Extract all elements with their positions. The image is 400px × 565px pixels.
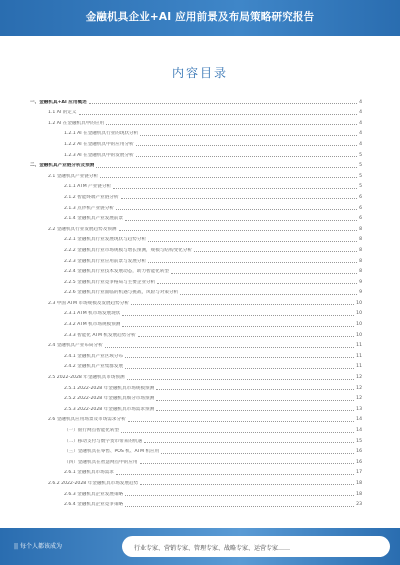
toc-leader-dots xyxy=(180,294,357,295)
toc-entry-page: 10 xyxy=(356,311,362,317)
toc-entry[interactable] xyxy=(30,286,362,297)
toc-entry[interactable] xyxy=(30,339,362,350)
toc-entry-page: 12 xyxy=(356,375,362,381)
toc-entry-page: 10 xyxy=(356,332,362,338)
toc-entry-title: 2.5.3 2022-2028 年金融机具市场需求预测 xyxy=(64,406,155,412)
toc-entry-page: 18 xyxy=(356,480,362,486)
toc-entry-title: 2.4 金融机具产业布局分析 xyxy=(48,343,103,349)
toc-leader-dots xyxy=(156,389,354,390)
toc-entry[interactable] xyxy=(30,392,362,403)
toc-leader-dots xyxy=(116,209,357,210)
toc-leader-dots xyxy=(138,336,355,337)
toc-leader-dots xyxy=(156,410,354,411)
toc-entry-page: 8 xyxy=(359,226,362,232)
toc-leader-dots xyxy=(125,506,354,507)
toc-leader-dots xyxy=(125,220,357,221)
toc-entry-page: 16 xyxy=(356,459,362,465)
toc-entry-title: 2.2.6 金融机具行业面临的机遇与挑战，风险与对策分析 xyxy=(64,290,179,296)
toc-leader-dots xyxy=(121,432,354,433)
toc-entry-page: 6 xyxy=(359,216,362,222)
toc-entry-page: 11 xyxy=(356,364,362,370)
toc-entry-title: 2.3.2 ATM 机市场规模预测 xyxy=(64,322,121,328)
toc-entry[interactable] xyxy=(30,360,362,371)
toc-entry[interactable] xyxy=(30,349,362,360)
toc-leader-dots xyxy=(194,251,357,252)
toc-entry-page: 12 xyxy=(356,396,362,402)
toc-entry[interactable] xyxy=(30,243,362,254)
toc-entry[interactable] xyxy=(30,180,362,191)
toc-entry[interactable] xyxy=(30,265,362,276)
toc-entry-title: 2.2.4 金融机具行业技术发展动态，助力智能化转型 xyxy=(64,269,170,275)
toc-heading: 内容目录 xyxy=(171,66,228,80)
toc-entry-title: 2.5.2 2022-2028 年金融机具细分市场预测 xyxy=(64,396,155,402)
toc-entry[interactable] xyxy=(30,201,362,212)
toc-entry-page: 10 xyxy=(356,322,362,328)
toc-leader-dots xyxy=(106,124,357,125)
toc-entry[interactable] xyxy=(30,307,362,318)
toc-entry[interactable] xyxy=(30,487,362,498)
toc-leader-dots xyxy=(127,379,355,380)
toc-entry-title: 2.3.3 智能化 ATM 机发展趋势分析 xyxy=(64,332,136,338)
toc-leader-dots xyxy=(125,495,354,496)
toc-leader-dots xyxy=(171,273,357,274)
toc-entry-page: 13 xyxy=(356,406,362,412)
table-of-contents xyxy=(30,95,362,508)
toc-entry-title: 2.2.5 金融机具行业竞争格局与主要企业分析 xyxy=(64,279,156,285)
toc-entry-title: 1.1 AI 的定义 xyxy=(48,110,77,116)
toc-leader-dots xyxy=(105,347,354,348)
toc-entry-page: 16 xyxy=(356,449,362,455)
toc-entry-page: 9 xyxy=(359,279,362,285)
toc-entry-title: 2.3 中国 ATM 市场规模及发展趋势分析 xyxy=(48,300,129,306)
toc-entry[interactable] xyxy=(30,381,362,392)
toc-entry-title: 2.4.2 金融机具产业集群发展 xyxy=(64,364,124,370)
toc-entry-page: 6 xyxy=(359,194,362,200)
toc-entry[interactable] xyxy=(30,275,362,286)
toc-entry[interactable] xyxy=(30,455,362,466)
footer-roles: 行业专家、营销专家、管理专家、战略专家、运营专家…… xyxy=(134,545,291,552)
toc-entry-page: 11 xyxy=(356,343,362,349)
toc-entry-title: 2.1.3 点钞机产业链分析 xyxy=(64,205,114,211)
toc-entry-page: 10 xyxy=(356,300,362,306)
toc-entry[interactable] xyxy=(30,445,362,456)
toc-entry[interactable] xyxy=(30,127,362,138)
toc-entry[interactable] xyxy=(30,222,362,233)
toc-entry[interactable] xyxy=(30,317,362,328)
toc-leader-dots xyxy=(131,304,354,305)
toc-entry-title: 2.6.4 金融机具企业竞争策略 xyxy=(64,502,124,508)
toc-leader-dots xyxy=(122,326,354,327)
toc-entry-title: 1.2 AI 在金融机具中的应用 xyxy=(48,120,105,126)
footer-pill xyxy=(122,536,390,557)
toc-leader-dots xyxy=(140,484,354,485)
toc-leader-dots xyxy=(140,463,355,464)
toc-entry-page: 8 xyxy=(359,258,362,264)
toc-leader-dots xyxy=(122,315,354,316)
toc-entry-title: 2.2.3 金融机具行业应用前景与发展分析 xyxy=(64,258,147,264)
toc-entry-page: 8 xyxy=(359,237,362,243)
toc-leader-dots xyxy=(148,262,357,263)
toc-leader-dots xyxy=(116,474,354,475)
toc-entry-title: 2.5.1 2022-2028 年金融机具市场规模预测 xyxy=(64,385,155,391)
toc-entry[interactable] xyxy=(30,466,362,477)
toc-leader-dots xyxy=(89,103,357,104)
toc-entry-title: （三）金融机具在零售、POS 机、ATM 机应用 xyxy=(64,449,160,455)
toc-leader-dots xyxy=(136,156,357,157)
toc-entry-page: 12 xyxy=(356,385,362,391)
toc-leader-dots xyxy=(100,177,357,178)
footer-lead: || 每个人都该成为 xyxy=(14,543,62,550)
toc-entry-page: 4 xyxy=(359,120,362,126)
toc-entry-title: 2.2.2 金融机具行业市场规模与增长预测，规模与结构变化分析 xyxy=(64,247,192,253)
toc-leader-dots xyxy=(113,188,357,189)
toc-entry-number: 一、 xyxy=(30,99,40,105)
toc-entry-title: 2.2.1 金融机具行业发展现状与趋势分析 xyxy=(64,237,147,243)
toc-entry-page: 4 xyxy=(359,141,362,147)
toc-entry[interactable] xyxy=(30,137,362,148)
toc-entry-page: 4 xyxy=(359,110,362,116)
toc-leader-dots xyxy=(121,198,358,199)
toc-entry-page: 15 xyxy=(356,438,362,444)
toc-entry[interactable] xyxy=(30,233,362,244)
toc-entry-title: 金融机具+AI 应用概述 xyxy=(39,99,87,105)
toc-entry-page: 5 xyxy=(359,184,362,190)
toc-entry-title: 2.1.1 ATM 产业链分析 xyxy=(64,184,112,190)
toc-entry-title: （一）银行网点智能化转型 xyxy=(64,428,120,433)
toc-entry[interactable] xyxy=(30,423,362,434)
toc-entry-title: 2.6.2 2022-2028 年金融机具市场发展趋势 xyxy=(48,480,139,486)
toc-entry-title: 2.5 2022-2028 年金融机具市场预测 xyxy=(48,375,125,381)
toc-entry[interactable] xyxy=(30,476,362,487)
toc-entry-title: 1.2.3 AI 在金融机具中的发展分析 xyxy=(64,152,134,158)
toc-leader-dots xyxy=(96,167,357,168)
toc-entry-title: （四）金融机具在智慧网点中的应用 xyxy=(64,459,138,465)
toc-entry[interactable] xyxy=(30,148,362,159)
toc-entry-title: 2.2 金融机具行业发展趋势及预测 xyxy=(48,226,117,232)
toc-entry-page: 8 xyxy=(359,247,362,253)
toc-entry[interactable] xyxy=(30,190,362,201)
toc-entry-page: 23 xyxy=(356,502,362,508)
toc-entry-page: 18 xyxy=(356,491,362,497)
toc-leader-dots xyxy=(144,442,354,443)
toc-leader-dots xyxy=(119,230,358,231)
toc-leader-dots xyxy=(125,357,354,358)
toc-leader-dots xyxy=(161,453,354,454)
header-banner xyxy=(0,0,400,36)
toc-entry-page: 4 xyxy=(359,131,362,137)
toc-entry-title: （二）移动支付与数字货币带来的机遇 xyxy=(64,438,143,444)
toc-entry-page: 5 xyxy=(359,173,362,179)
toc-leader-dots xyxy=(79,114,358,115)
toc-entry-title: 2.6.3 金融机具企业发展策略 xyxy=(64,491,124,497)
report-title: 金融机具企业+AI 应用前景及布局策略研究报告 xyxy=(85,11,315,23)
toc-leader-dots xyxy=(156,400,354,401)
footer-banner xyxy=(0,528,400,565)
toc-entry-page: 6 xyxy=(359,205,362,211)
toc-entry-page: 17 xyxy=(356,470,362,476)
toc-entry[interactable] xyxy=(30,254,362,265)
toc-entry[interactable] xyxy=(30,434,362,445)
toc-entry[interactable] xyxy=(30,106,362,117)
toc-entry[interactable] xyxy=(30,159,362,170)
toc-entry-title: 2.1.2 智能终端产业链分析 xyxy=(64,194,119,200)
toc-entry[interactable] xyxy=(30,413,362,424)
toc-entry-page: 11 xyxy=(356,353,362,359)
toc-entry[interactable] xyxy=(30,169,362,180)
toc-entry-title: 2.4.1 金融机具产业区域分布 xyxy=(64,353,124,359)
toc-entry-title: 2.1.4 金融机具产业发展前景 xyxy=(64,216,124,222)
toc-entry[interactable] xyxy=(30,296,362,307)
toc-entry[interactable] xyxy=(30,402,362,413)
toc-entry-title: 2.6 金融机具应用场景及市场需求分析 xyxy=(48,417,126,423)
toc-leader-dots xyxy=(157,283,357,284)
toc-leader-dots xyxy=(140,135,357,136)
toc-entry[interactable] xyxy=(30,328,362,339)
toc-entry-title: 金融机具产业链分析及预测 xyxy=(39,163,95,169)
toc-entry-page: 14 xyxy=(356,417,362,423)
toc-entry-title: 2.1 金融机具产业链分析 xyxy=(48,173,99,179)
toc-entry[interactable] xyxy=(30,95,362,106)
toc-entry[interactable] xyxy=(30,116,362,127)
toc-entry-page: 5 xyxy=(359,152,362,158)
toc-entry-page: 4 xyxy=(359,99,362,105)
toc-entry-title: 2.6.1 金融机具市场需求 xyxy=(64,470,114,476)
toc-entry-title: 1.2.2 AI 在金融机具中的应用分析 xyxy=(64,141,134,147)
toc-entry[interactable] xyxy=(30,370,362,381)
toc-entry-title: 1.2.1 AI 在金融机具行业的现状分析 xyxy=(64,131,139,137)
toc-leader-dots xyxy=(148,241,357,242)
toc-entry[interactable] xyxy=(30,212,362,223)
toc-entry-page: 5 xyxy=(359,163,362,169)
toc-entry-title: 2.3.1 ATM 机市场发展现状 xyxy=(64,311,121,317)
toc-entry-page: 14 xyxy=(356,428,362,433)
toc-leader-dots xyxy=(125,368,354,369)
toc-leader-dots xyxy=(136,145,357,146)
toc-entry-page: 9 xyxy=(359,290,362,296)
toc-entry-page: 8 xyxy=(359,269,362,275)
toc-entry-number: 二、 xyxy=(30,163,40,169)
toc-leader-dots xyxy=(128,421,354,422)
toc-entry[interactable] xyxy=(30,498,362,509)
